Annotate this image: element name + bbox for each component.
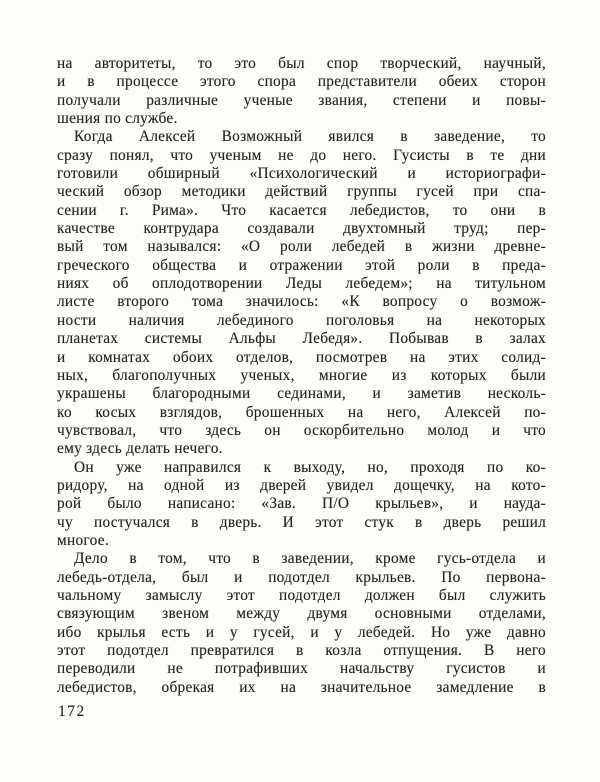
text-line: рой было написано: «Зав. П/О крыльев», и науда- bbox=[57, 495, 546, 513]
text-line: чальному замыслу этот подотдел должен был служить bbox=[57, 586, 546, 604]
text-line: украшены благородными сединами, и заметив несколь- bbox=[57, 385, 546, 403]
text-line: шения по службе. bbox=[57, 110, 178, 128]
text-line: сении г. Рима». Что касается лебедистов, то они в bbox=[57, 201, 546, 219]
text-line: многое. bbox=[57, 531, 109, 549]
text-line: Когда Алексей Возможный явился в заведение, то bbox=[74, 128, 546, 146]
page-number: 172 bbox=[58, 703, 86, 720]
text-line: ибо крылья есть и у гусей, и у лебедей. Но уже давно bbox=[57, 623, 546, 641]
text-line: переводили не потрафивших начальству гусистов и bbox=[57, 660, 546, 678]
text-line: вый том назывался: «О роли лебедей в жизни древне- bbox=[57, 238, 546, 256]
text-line: ниях об оплодотворении Леды лебедем»; на титульном bbox=[57, 275, 546, 293]
text-line: связующим звеном между двумя основными отделами, bbox=[57, 605, 546, 623]
text-line: греческого общества и отражении этой роли в преда- bbox=[57, 256, 546, 274]
text-line: лебедистов, обрекая их на значительное замедление в bbox=[57, 678, 546, 696]
text-line: готовили обширный «Психологический и историографи- bbox=[57, 165, 546, 183]
text-line: ко косых взглядов, брошенных на него, Алексей по- bbox=[57, 403, 546, 421]
text-line: ему здесь делать нечего. bbox=[57, 440, 223, 458]
text-line: ридору, на одной из дверей увидел дощечку, на кото- bbox=[57, 476, 546, 494]
text-line: чу постучался в дверь. И этот стук в дверь решил bbox=[57, 513, 546, 531]
text-block bbox=[57, 55, 546, 697]
text-line: листе второго тома значилось: «К вопросу о возмож- bbox=[57, 293, 546, 311]
text-line: ческий обзор методики действий группы гусей при спа- bbox=[57, 183, 546, 201]
text-line: качестве контрудара создавали двухтомный труд; пер- bbox=[57, 220, 546, 238]
text-line: сразу понял, что ученым не до него. Гусисты в те дни bbox=[57, 146, 546, 164]
text-line: чувствовал, что здесь он оскорбительно молод и что bbox=[57, 421, 546, 439]
text-line: этот подотдел превратился в козла отпущения. В него bbox=[57, 642, 546, 659]
text-line: на авторитеты, то это был спор творческий, научный, bbox=[57, 55, 546, 72]
text-line: и в процессе этого спора представители обеих сторон bbox=[57, 73, 546, 91]
text-line: ных, благополучных ученых, многие из которых были bbox=[57, 366, 546, 384]
text-line: Он уже направился к выходу, но, проходя по ко- bbox=[74, 458, 546, 476]
text-line: ности наличия лебединого поголовья на некоторых bbox=[57, 311, 546, 329]
text-line: Дело в том, что в заведении, кроме гусь-отдела и bbox=[74, 550, 546, 568]
text-line: лебедь-отдела, был и подотдел крыльев. По первона- bbox=[57, 568, 546, 586]
text-line: и комнатах обоих отделов, посмотрев на этих солид- bbox=[57, 348, 546, 366]
text-line: планетах системы Альфы Лебедя». Побывав в залах bbox=[57, 330, 546, 348]
text-line: получали различные ученые звания, степени и повы- bbox=[57, 91, 546, 109]
